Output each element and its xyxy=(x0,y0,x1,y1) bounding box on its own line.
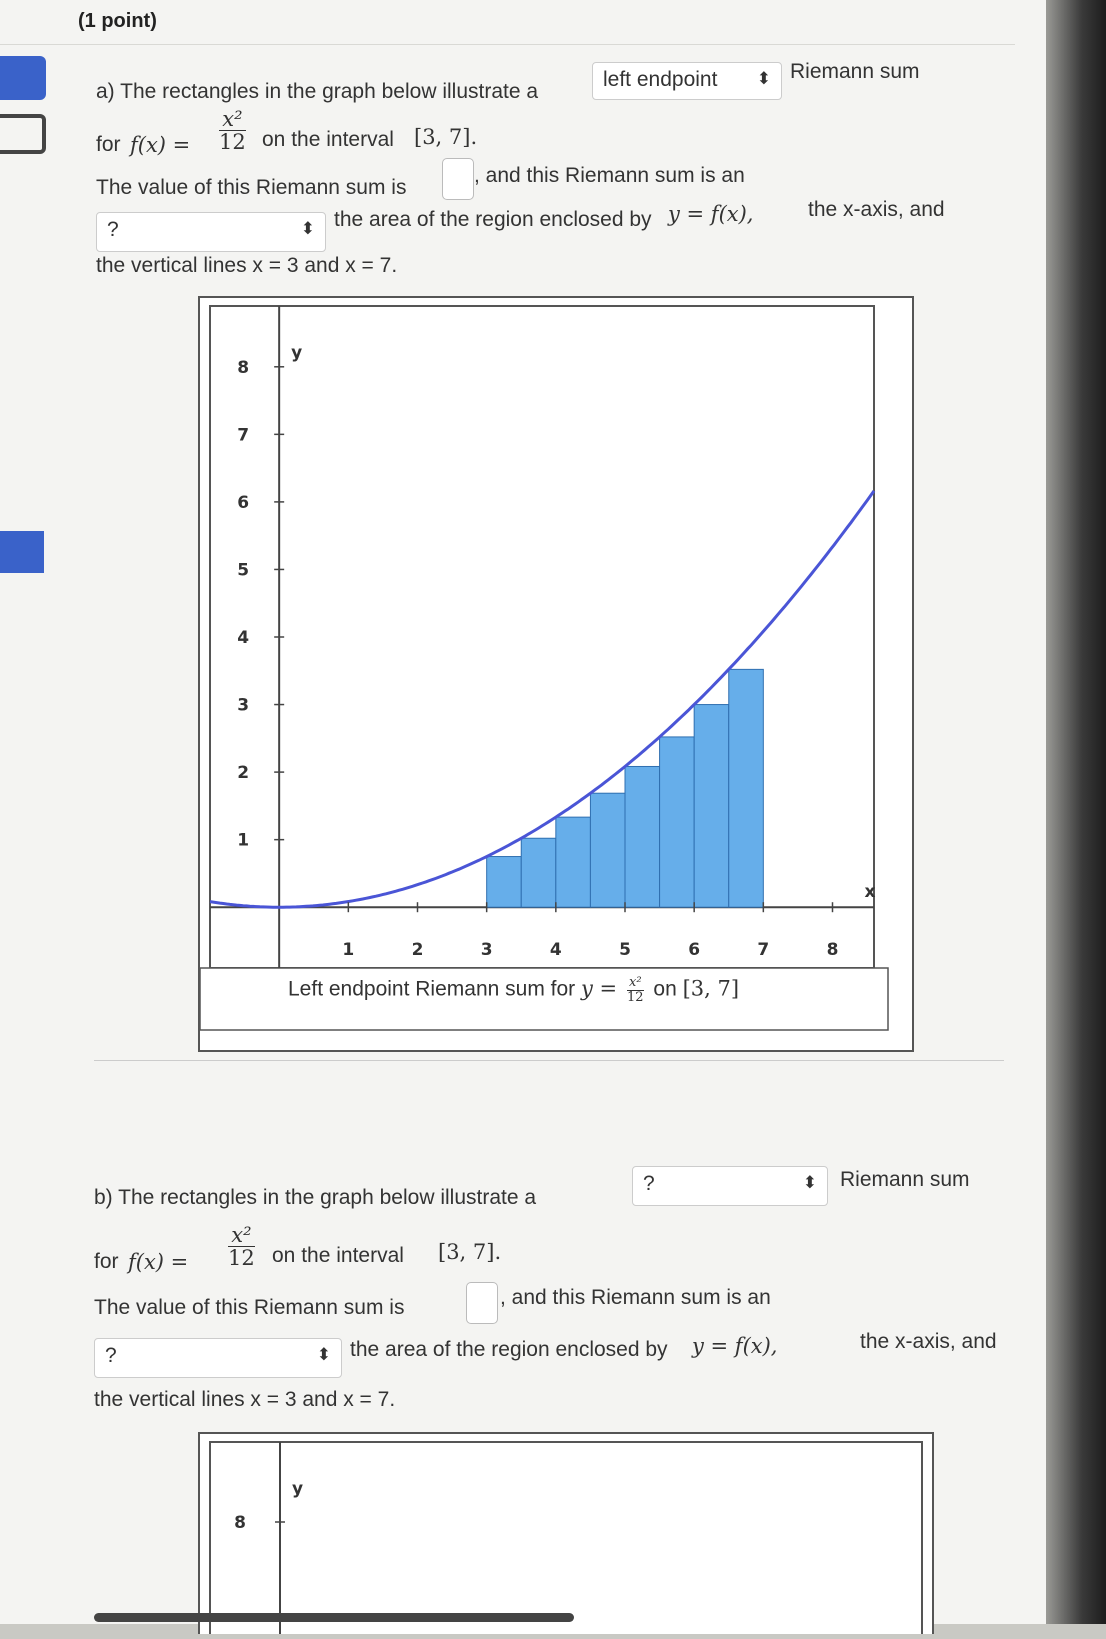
part-a-interval: [3, 7]. xyxy=(414,125,478,149)
horizontal-scrollbar[interactable] xyxy=(94,1613,574,1622)
part-b-value-text: The value of this Riemann sum is xyxy=(94,1296,405,1319)
sidebar-marker[interactable] xyxy=(0,531,44,573)
chevron-updown-icon: ⬍ xyxy=(802,1173,817,1192)
riemann-bar xyxy=(694,705,729,908)
chevron-updown-icon: ⬍ xyxy=(756,69,771,88)
part-b-value-input[interactable] xyxy=(466,1282,498,1324)
caption-frac-num: x² xyxy=(629,975,642,990)
part-b-method-select[interactable] xyxy=(632,1166,828,1206)
points-label: (1 point) xyxy=(78,10,157,32)
part-b-method-value: ? xyxy=(643,1172,655,1195)
x-tick-label: 6 xyxy=(688,940,701,961)
x-tick-label: 3 xyxy=(480,940,493,961)
part-a-after-select: Riemann sum xyxy=(790,60,920,83)
part-b-lead: b) The rectangles in the graph below illustrate a xyxy=(94,1186,537,1209)
part-b-lines-text: the vertical lines x = 3 and x = 7. xyxy=(94,1388,396,1411)
y-tick-label: 8 xyxy=(237,357,250,378)
part-b-after-select: Riemann sum xyxy=(840,1168,970,1191)
part-b-for: for xyxy=(94,1250,119,1273)
chevron-updown-icon: ⬍ xyxy=(316,1345,331,1364)
part-b-compare-select[interactable] xyxy=(94,1338,342,1378)
part-a-fraction xyxy=(215,108,250,153)
part-b-interval: [3, 7]. xyxy=(438,1240,502,1264)
sidebar-tab[interactable] xyxy=(0,114,46,154)
part-a-region-tail: the x-axis, and xyxy=(808,198,945,221)
part-a-region-text: the area of the region enclosed by xyxy=(334,208,652,231)
part-b-compare-value: ? xyxy=(105,1344,117,1367)
graph-a-frame xyxy=(198,296,914,1052)
x-axis-label: x xyxy=(864,882,876,903)
divider xyxy=(0,44,1015,45)
y-tick-label: 1 xyxy=(237,830,250,851)
x-tick-label: 4 xyxy=(549,940,562,961)
caption-interval: [3, 7] xyxy=(682,976,740,1001)
graph-a-svg xyxy=(200,298,912,1050)
part-a-method-select[interactable] xyxy=(592,62,782,100)
y-tick-label: 2 xyxy=(237,763,250,784)
part-a-frac-den: 12 xyxy=(219,130,246,155)
part-b-interval-text: on the interval xyxy=(272,1244,404,1267)
chevron-updown-icon: ⬍ xyxy=(300,219,315,238)
part-b-frac-den: 12 xyxy=(228,1246,255,1271)
part-b-frac-num: x² xyxy=(228,1224,255,1247)
part-a-lead: a) The rectangles in the graph below illustrate a xyxy=(96,80,539,103)
x-tick-label: 7 xyxy=(757,940,770,961)
part-a-interval-text: on the interval xyxy=(262,128,394,151)
sidebar-tab-active[interactable] xyxy=(0,56,46,100)
graph-a-caption xyxy=(288,976,739,1004)
y-tick-label: 7 xyxy=(237,425,250,446)
part-a-for: for xyxy=(96,133,121,156)
x-tick-label: 1 xyxy=(342,940,355,961)
part-b-region-text: the area of the region enclosed by xyxy=(350,1338,668,1361)
part-a-compare-select[interactable] xyxy=(96,212,326,252)
part-a-fx: f(x) = xyxy=(130,133,191,157)
part-b-fraction xyxy=(224,1224,259,1269)
y-tick-label: 8 xyxy=(234,1513,246,1533)
part-a-after-box: , and this Riemann sum is an xyxy=(474,164,745,187)
part-a-region-eq: y = f(x), xyxy=(668,202,754,226)
y-axis-label: y xyxy=(292,1479,304,1499)
part-b-after-box: , and this Riemann sum is an xyxy=(500,1286,771,1309)
riemann-bar xyxy=(556,817,591,907)
graph-b-plot-border xyxy=(210,1442,922,1634)
part-a-value-text: The value of this Riemann sum is xyxy=(96,176,407,199)
part-a-value-input[interactable] xyxy=(442,158,474,200)
part-a-frac-num: x² xyxy=(219,108,246,131)
graph-b-frame xyxy=(198,1432,934,1634)
part-a-method-value: left endpoint xyxy=(603,68,718,91)
y-tick-label: 6 xyxy=(237,492,250,513)
y-tick-label: 4 xyxy=(237,628,250,648)
caption-prefix: Left endpoint Riemann sum for xyxy=(288,977,576,1001)
caption-y: y = xyxy=(581,976,618,1001)
riemann-bar xyxy=(660,737,695,907)
part-a-compare-value: ? xyxy=(107,218,119,241)
x-tick-label: 2 xyxy=(411,940,424,961)
device-bezel xyxy=(1046,0,1106,1624)
section-divider xyxy=(94,1060,1004,1061)
y-axis-label: y xyxy=(291,343,303,363)
part-b-fx: f(x) = xyxy=(128,1250,189,1274)
riemann-bar xyxy=(487,857,522,908)
y-tick-label: 5 xyxy=(237,560,250,581)
x-tick-label: 8 xyxy=(826,940,839,961)
riemann-bar xyxy=(590,793,625,907)
caption-on: on xyxy=(653,977,677,1001)
riemann-bar xyxy=(521,838,556,907)
graph-b-svg xyxy=(200,1434,932,1634)
part-b-region-tail: the x-axis, and xyxy=(860,1330,997,1353)
caption-frac-den: 12 xyxy=(627,989,644,1005)
riemann-bar xyxy=(625,766,660,907)
part-b-region-eq: y = f(x), xyxy=(692,1334,778,1358)
x-tick-label: 5 xyxy=(619,940,631,961)
riemann-bar xyxy=(729,669,764,907)
part-a-lines-text: the vertical lines x = 3 and x = 7. xyxy=(96,254,398,277)
y-tick-label: 3 xyxy=(237,695,250,716)
